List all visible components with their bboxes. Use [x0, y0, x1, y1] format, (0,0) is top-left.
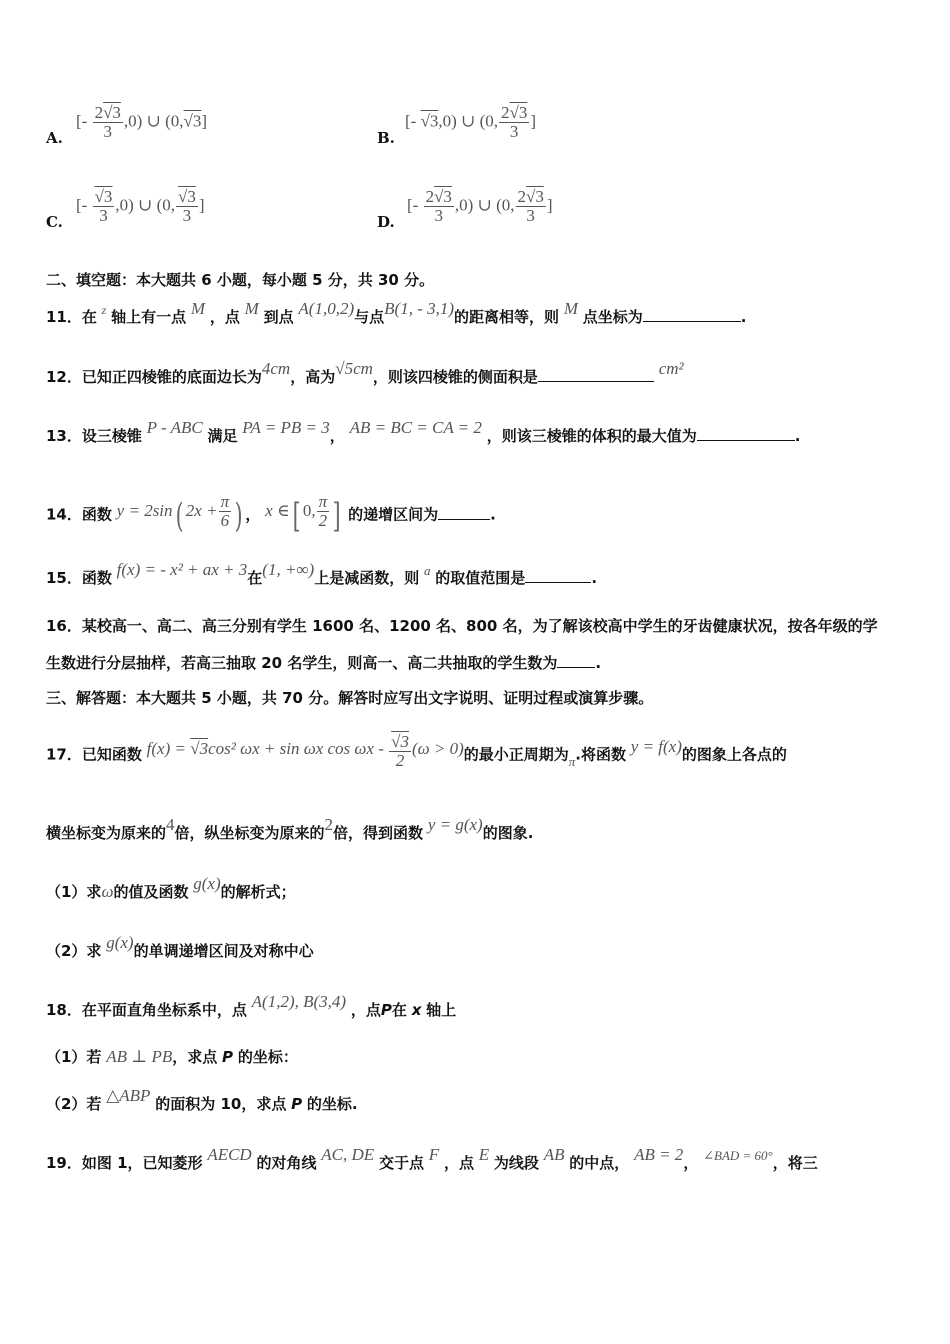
- question-14: 14．函数 y = 2sin( 2x + $\frac{\pi}{6}$ ) ， x ∈[ 0, $\frac{\pi}{2}$ ] 的递增区间为 .: [46, 492, 496, 536]
- option-d: [377, 212, 395, 232]
- question-17-part2: （2）求 g(x)的单调递增区间及对称中心: [46, 933, 314, 960]
- section2-heading: 二、填空题：本大题共 6 小题，每小题 5 分，共 30 分。: [46, 271, 435, 289]
- question-18-part2: （2）若 △ABP 的面积为 10，求点 P 的坐标.: [46, 1086, 358, 1113]
- q15-answer-blank: [525, 568, 591, 583]
- option-d-expr: [- $\frac{2√3}{3}$ ,0) ∪ (0, $\frac{2√3}{3}$ ]: [407, 187, 553, 225]
- question-11: 11．在 $^z$ 轴上有一点 M ，点 M 到点 A(1,0,2)与点B(1, - 3,1)的距离相等，则 M 点坐标为 .: [46, 299, 747, 326]
- section3-heading: 三、解答题：本大题共 5 小题，共 70 分。解答时应写出文字说明、证明过程或演算步骤。: [46, 689, 654, 707]
- q13-answer-blank: [697, 426, 795, 441]
- question-17-part1: （1）求ω的值及函数 g(x)的解析式；: [46, 874, 296, 901]
- q16-answer-blank: [557, 653, 595, 668]
- q14-answer-blank: [438, 505, 490, 520]
- option-b-expr: [- √3,0) ∪ (0, $\frac{2√3}{3}$ ]: [405, 103, 537, 141]
- option-b-letter: B.: [377, 129, 395, 147]
- option-d-letter: D.: [377, 213, 395, 231]
- question-16-line1: 16．某校高一、高二、高三分别有学生 1600 名、1200 名、800 名，为了解该校高中学生的牙齿健康状况，按各年级的学: [46, 617, 878, 635]
- question-19: 19．如图 1，已知菱形 AECD 的对角线 AC, DE 交于点 F ，点 E 为线段 AB 的中点， AB = 2， ∠BAD = 60°，将三: [46, 1145, 818, 1172]
- question-17-line1: 17．已知函数 f(x) = √3cos² ωx + sin ωx cos ωx - $\frac{√3}{2}$ (ω > 0)的最小正周期为π.将函数 y = f(x)的图象上各点的: [46, 732, 787, 770]
- option-b: [377, 128, 395, 148]
- question-12: 12．已知正四棱锥的底面边长为4cm，高为√5cm，则该四棱锥的侧面积是 cm²: [46, 359, 684, 386]
- question-13: 13．设三棱锥 P - ABC 满足 PA = PB = 3， AB = BC = CA = 2 ，则该三棱锥的体积的最大值为 .: [46, 418, 801, 445]
- question-18-part1: （1）若 AB ⊥ PB，求点 P 的坐标：: [46, 1047, 298, 1066]
- question-15: 15．函数 f(x) = - x² + ax + 3在(1, +∞)上是减函数，则 a 的取值范围是 .: [46, 560, 598, 587]
- option-c-letter: C.: [46, 213, 63, 231]
- q11-answer-blank: [643, 307, 741, 322]
- option-c: [46, 212, 63, 232]
- q12-answer-blank: [538, 367, 654, 382]
- option-a-letter: A.: [46, 129, 63, 147]
- option-a: [46, 128, 63, 148]
- option-c-expr: [- $\frac{√3}{3}$ ,0) ∪ (0, $\frac{√3}{3}$ ]: [76, 187, 205, 225]
- option-a-expr: [- $\frac{2√3}{3}$ ,0) ∪ (0,√3]: [76, 103, 208, 141]
- question-16-line2: 生数进行分层抽样，若高三抽取 20 名学生，则高一、高二共抽取的学生数为 .: [46, 654, 602, 672]
- question-18: 18．在平面直角坐标系中，点 A(1,2), B(3,4) ，点P在 x 轴上: [46, 992, 457, 1019]
- question-17-line2: 横坐标变为原来的4倍，纵坐标变为原来的2倍，得到函数 y = g(x)的图象.: [46, 815, 534, 842]
